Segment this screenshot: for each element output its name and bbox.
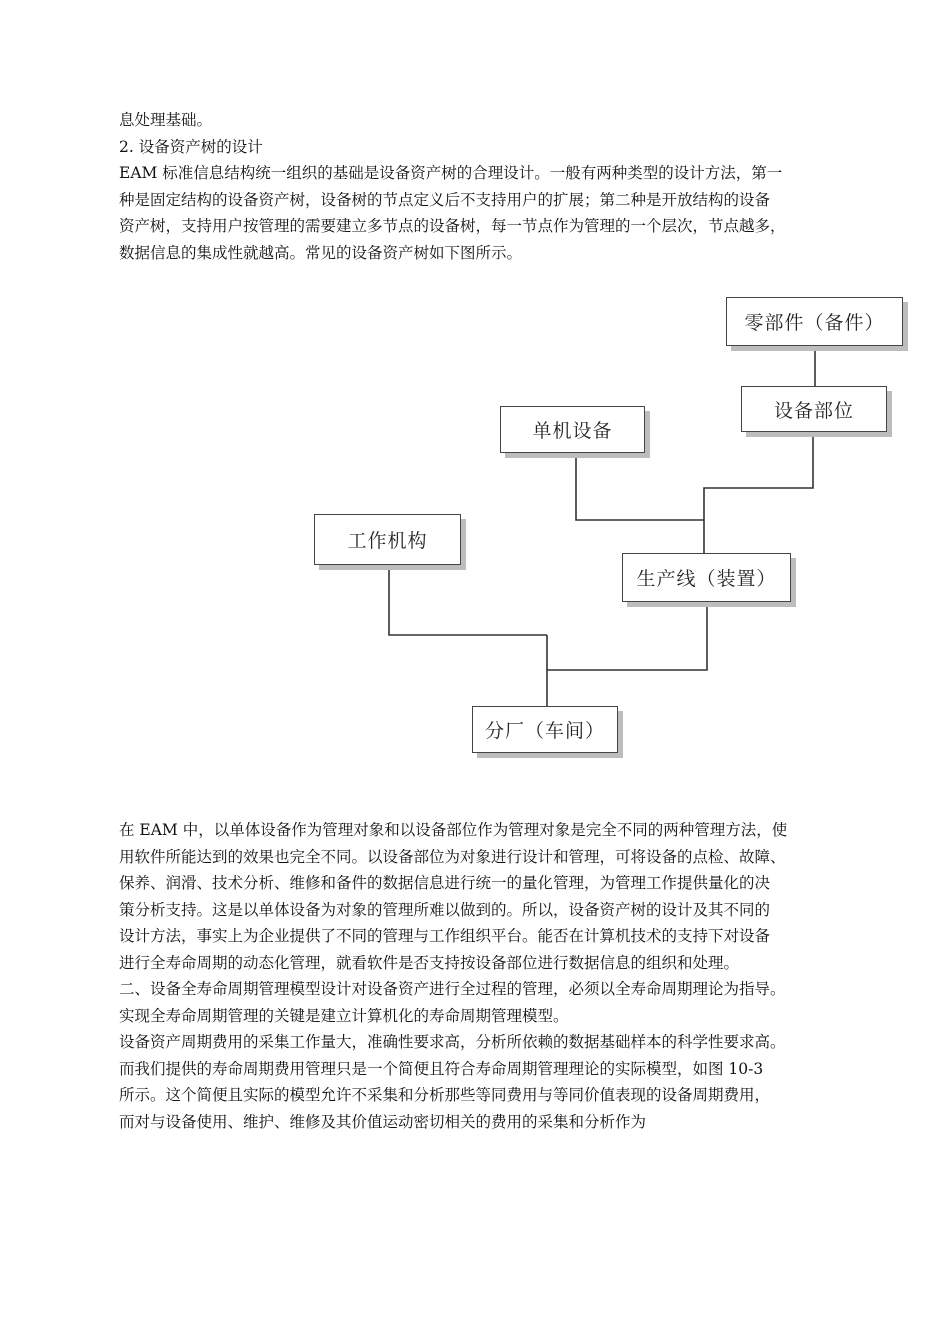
- text-line: 在 EAM 中，以单体设备作为管理对象和以设备部位作为管理对象是完全不同的两种管理方法，使: [119, 821, 788, 839]
- node-parts: 零部件（备件）: [726, 297, 903, 346]
- text-line: 用软件所能达到的效果也完全不同。以设备部位为对象进行设计和管理，可将设备的点检、故障、: [119, 847, 786, 866]
- node-single-equipment: 单机设备: [500, 406, 645, 453]
- text-line: 实现全寿命周期管理的关键是建立计算机化的寿命周期管理模型。: [119, 1006, 569, 1025]
- connector-line-branch: [547, 602, 707, 706]
- text-line: 设备资产周期费用的采集工作量大，准确性要求高，分析所依赖的数据基础样本的科学性要求高。: [119, 1033, 786, 1051]
- node-branch-factory: 分厂（车间）: [472, 706, 618, 753]
- text-line: 设计方法，事实上为企业提供了不同的管理与工作组织平台。能否在计算机技术的支持下对设备: [119, 927, 771, 945]
- section-heading: 2. 设备资产树的设计: [119, 137, 263, 156]
- text-line: EAM 标准信息结构统一组织的基础是设备资产树的合理设计。一般有两种类型的设计方法，第一: [119, 164, 783, 182]
- connector-equipment-part-line: [704, 432, 813, 553]
- node-equipment-part: 设备部位: [741, 386, 887, 432]
- text-line: 而对与设备使用、维护、维修及其价值运动密切相关的费用的采集和分析作为: [119, 1112, 647, 1131]
- text-line: 所示。这个简便且实际的模型允许不采集和分析那些等同费用与等同价值表现的设备周期费用，: [119, 1086, 771, 1104]
- connector-single-equipment-line: [576, 453, 704, 520]
- text-line: 策分析支持。这是以单体设备为对象的管理所难以做到的。所以，设备资产树的设计及其不同的: [119, 900, 771, 919]
- text-line: 种是固定结构的设备资产树，设备树的节点定义后不支持用户的扩展；第二种是开放结构的设备: [119, 190, 771, 209]
- intro-paragraphs: [119, 107, 839, 266]
- text-line: 而我们提供的寿命周期费用管理只是一个简便且符合寿命周期管理理论的实际模型，如图 10-3: [119, 1059, 764, 1078]
- text-line: 数据信息的集成性就越高。常见的设备资产树如下图所示。: [119, 243, 523, 262]
- text-line: 资产树，支持用户按管理的需要建立多节点的设备树，每一节点作为管理的一个层次，节点越多，: [119, 217, 786, 235]
- node-production-line: 生产线（装置）: [622, 553, 791, 602]
- connector-work-unit-branch: [389, 565, 547, 635]
- section-heading: 二、设备全寿命周期管理模型设计对设备资产进行全过程的管理，必须以全寿命周期理论为指导。: [119, 980, 786, 998]
- body-paragraphs: [119, 817, 839, 1135]
- text-line: 进行全寿命周期的动态化管理，就看软件是否支持按设备部位进行数据信息的组织和处理。: [119, 953, 740, 972]
- text-line: 息处理基础。: [119, 111, 213, 129]
- text-line: 保养、润滑、技术分析、维修和备件的数据信息进行统一的量化管理，为管理工作提供量化的决: [119, 874, 771, 892]
- node-work-unit: 工作机构: [314, 514, 461, 565]
